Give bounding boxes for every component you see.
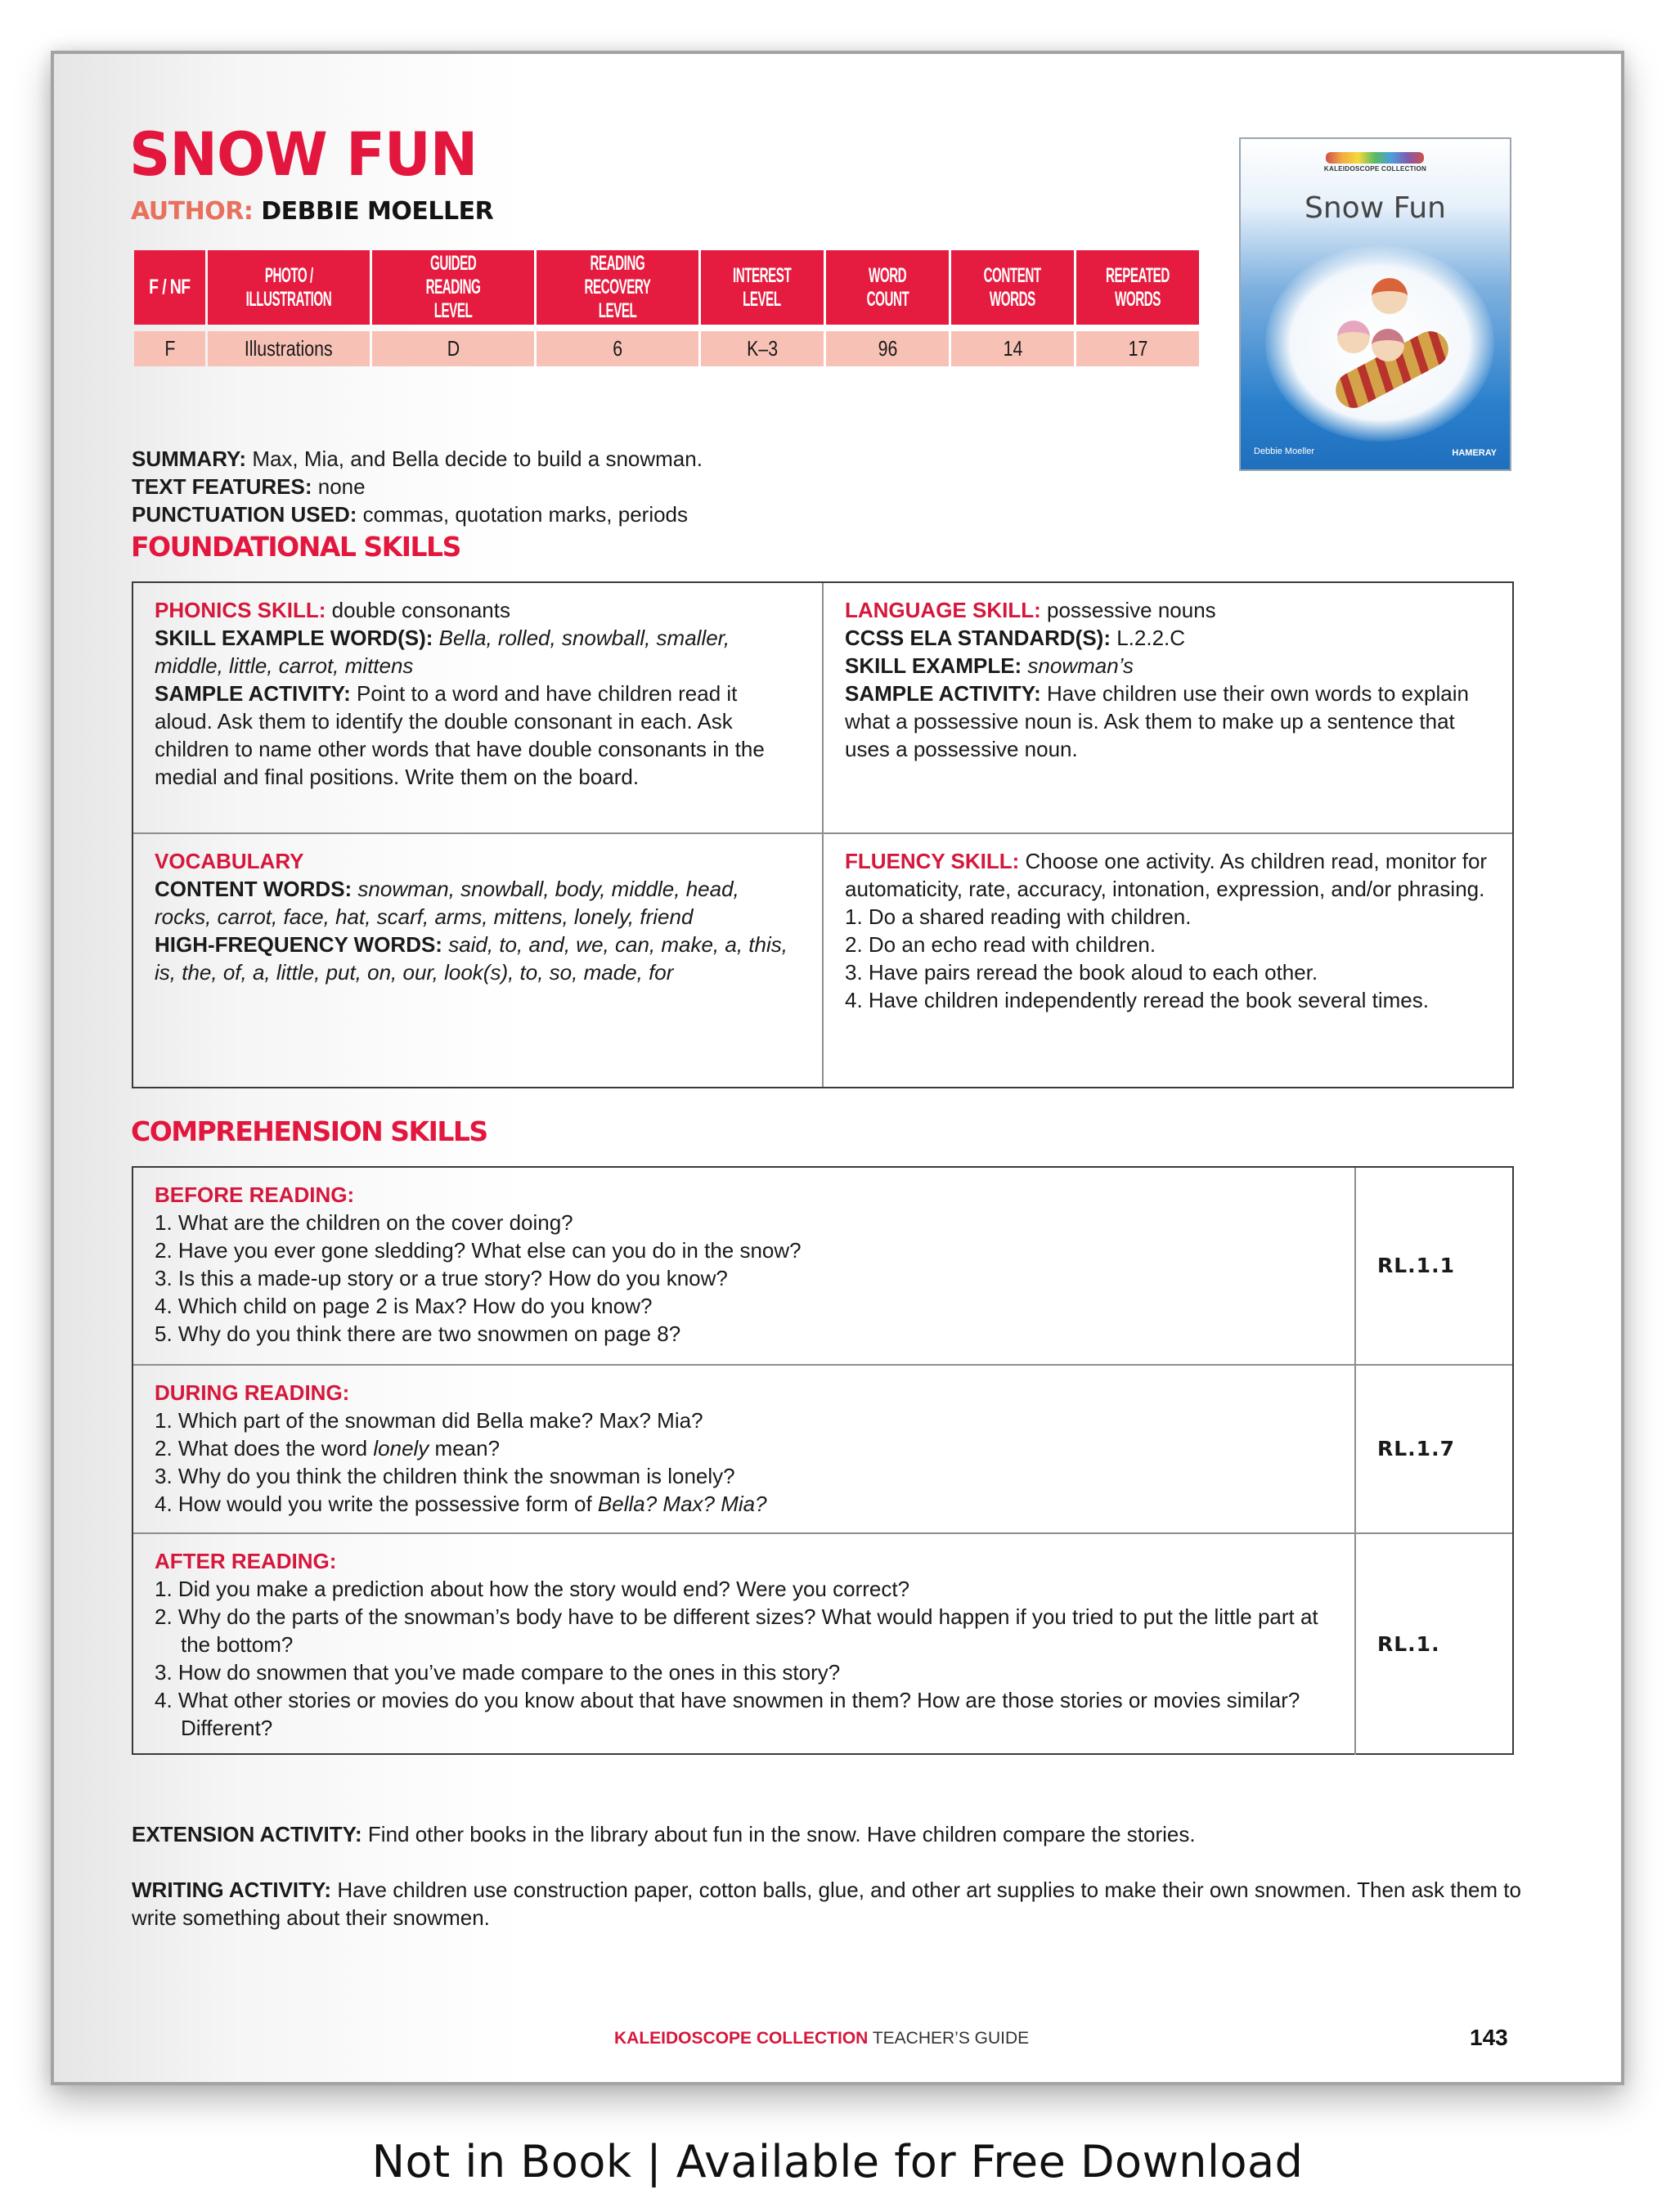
book-stats-table — [132, 250, 1201, 366]
list-item: 4. Which child on page 2 is Max? How do you know? — [155, 1294, 653, 1318]
child-illustration — [1372, 329, 1404, 361]
stats-header-row — [134, 250, 1199, 325]
cover-title: Snow Fun — [1305, 191, 1446, 225]
list-item: 2. Have you ever gone sledding? What else can you do in the snow? — [155, 1238, 802, 1263]
list-item: 3. Why do you think the children think the snowman is lonely? — [155, 1464, 735, 1488]
header-reading-recovery-level: READING RECOVERY LEVEL — [537, 250, 698, 325]
foundational-skills-table — [132, 581, 1514, 1088]
header-interest-level: INTEREST LEVEL — [701, 250, 824, 325]
list-item: 2. Do an echo read with children. — [845, 932, 1156, 957]
before-reading-cell: BEFORE READING: 1. What are the children on the cover doing? 2. Have you ever gone sledding? What else can you do in the snow? 3. Is this a made-up story or a true story? How do you know? 4. Which child on page 2 is Max? How do you know? 5. Why do you think there are two snowmen on page 8? — [133, 1168, 1356, 1366]
list-item: 2. What does the word lonely mean? — [155, 1436, 501, 1460]
header-word-count: WORD COUNT — [826, 250, 949, 325]
value-guided-reading-level: D — [372, 331, 534, 366]
guide-page — [51, 51, 1624, 2085]
list-item: 5. Why do you think there are two snowmen on page 8? — [155, 1321, 681, 1346]
standard-during: RL.1.7 — [1356, 1366, 1512, 1534]
writing-activity: WRITING ACTIVITY: Have children use construction paper, cotton balls, glue, and other art supplies to make their own snowmen. Then ask them to write something about their snowmen. — [132, 1878, 1521, 1930]
text-features: TEXT FEATURES: none — [132, 474, 366, 499]
stats-value-row — [134, 331, 1199, 366]
header-f-nf: F / NF — [134, 250, 205, 325]
value-content-words: 14 — [951, 331, 1074, 366]
list-item: 4. What other stories or movies do you know about that have snowmen in them? How are those stories or movies similar? Different? — [155, 1688, 1300, 1740]
book-meta — [132, 445, 703, 528]
list-item: 1. What are the children on the cover doing? — [155, 1210, 573, 1235]
standard-before: RL.1.1 — [1356, 1168, 1512, 1366]
language-cell: LANGUAGE SKILL: possessive nouns CCSS ELA STANDARD(S): L.2.2.C SKILL EXAMPLE: snowman’s SAMPLE ACTIVITY: Have children use their own words to explain what a possessive noun is. Ask them to make up a sentence that uses a possessive noun. — [824, 583, 1512, 834]
after-reading-cell: AFTER READING: 1. Did you make a prediction about how the story would end? Were you correct? 2. Why do the parts of the snowman’s body have to be different sizes? What would happen if you tried to put the little part at the bottom? 3. How do snowmen that you’ve made compare to the ones in this story? 4. What other stories or movies do you know about that have snowmen in them? How are those stories or movies similar? Different? — [133, 1534, 1356, 1755]
page-footer: KALEIDOSCOPE COLLECTION TEACHER’S GUIDE — [614, 2029, 1030, 2048]
header-content-words: CONTENT WORDS — [951, 250, 1074, 325]
fluency-cell: FLUENCY SKILL: Choose one activity. As children read, monitor for automaticity, rate, accuracy, intonation, expression, and/or phrasing. 1. Do a shared reading with children. 2. Do an echo read with children. 3. Have pairs reread the book aloud to each other. 4. Have children independently reread the book several times. — [824, 834, 1512, 1087]
author-name: DEBBIE MOELLER — [261, 197, 494, 226]
list-item: 1. Did you make a prediction about how the story would end? Were you correct? — [155, 1577, 910, 1601]
comprehension-skills-heading: COMPREHENSION SKILLS — [131, 1115, 487, 1147]
standard-after: RL.1. — [1377, 1632, 1440, 1656]
list-item: 3. How do snowmen that you’ve made compare to the ones in this story? — [155, 1660, 841, 1685]
cover-author: Debbie Moeller — [1254, 446, 1314, 456]
value-repeated-words: 17 — [1076, 331, 1199, 366]
child-illustration — [1372, 278, 1408, 314]
list-item: 1. Which part of the snowman did Bella make? Max? Mia? — [155, 1408, 703, 1433]
value-reading-recovery-level: 6 — [537, 331, 698, 366]
book-cover-image — [1239, 137, 1511, 471]
child-illustration — [1337, 321, 1370, 353]
list-item: 3. Have pairs reread the book aloud to each other. — [845, 960, 1318, 985]
list-item: 2. Why do the parts of the snowman’s body have to be different sizes? What would happen if you tried to put the little part at the bottom? — [155, 1604, 1318, 1657]
kaleidoscope-logo-icon — [1326, 152, 1424, 164]
punctuation-used: PUNCTUATION USED: commas, quotation marks, periods — [132, 502, 689, 527]
value-photo-illustration: Illustrations — [208, 331, 370, 366]
publisher-logo: HAMERAY — [1452, 448, 1497, 458]
header-repeated-words: REPEATED WORDS — [1076, 250, 1199, 325]
vocabulary-cell: VOCABULARY CONTENT WORDS: snowman, snowball, body, middle, head, rocks, carrot, face, hat, scarf, arms, mittens, lonely, friend HIGH-FREQUENCY WORDS: said, to, and, we, can, make, a, this, is, the, of, a, little, put, on, our, look(s), to, so, made, for — [133, 834, 824, 1087]
list-item: 1. Do a shared reading with children. — [845, 904, 1192, 929]
page-number: 143 — [1470, 2025, 1508, 2050]
comprehension-skills-table — [132, 1166, 1514, 1755]
during-reading-cell: DURING READING: 1. Which part of the snowman did Bella make? Max? Mia? 2. What does the word lonely mean? 3. Why do you think the children think the snowman is lonely? 4. How would you write the possessive form of Bella? Max? Mia? — [133, 1366, 1356, 1534]
extension-activity: EXTENSION ACTIVITY: Find other books in the library about fun in the snow. Have children compare the stories. — [132, 1822, 1196, 1846]
cover-series: KALEIDOSCOPE COLLECTION — [1323, 165, 1427, 173]
value-interest-level: K–3 — [701, 331, 824, 366]
author-label: AUTHOR: — [131, 197, 254, 226]
header-guided-reading-level: GUIDED READING LEVEL — [372, 250, 534, 325]
page-title: SNOW FUN — [129, 119, 478, 191]
download-banner: Not in Book | Available for Free Download — [371, 2136, 1304, 2187]
list-item: 3. Is this a made-up story or a true story? How do you know? — [155, 1266, 728, 1290]
phonics-cell: PHONICS SKILL: double consonants SKILL EXAMPLE WORD(S): Bella, rolled, snowball, smaller, middle, little, carrot, mittens SAMPLE ACTIVITY: Point to a word and have children read it aloud. Ask them to identify the double consonant in each. Ask children to name other words that have double consonants in the medial and final positions. Write them on the board. — [133, 583, 824, 834]
foundational-skills-heading: FOUNDATIONAL SKILLS — [131, 531, 460, 563]
list-item: 4. Have children independently reread the book several times. — [845, 988, 1429, 1012]
list-item: 4. How would you write the possessive form of Bella? Max? Mia? — [155, 1492, 767, 1516]
value-word-count: 96 — [826, 331, 949, 366]
summary: SUMMARY: Max, Mia, and Bella decide to build a snowman. — [132, 446, 703, 471]
header-photo-illustration: PHOTO / ILLUSTRATION — [208, 250, 370, 325]
author-line — [131, 197, 494, 226]
value-f-nf: F — [134, 331, 205, 366]
